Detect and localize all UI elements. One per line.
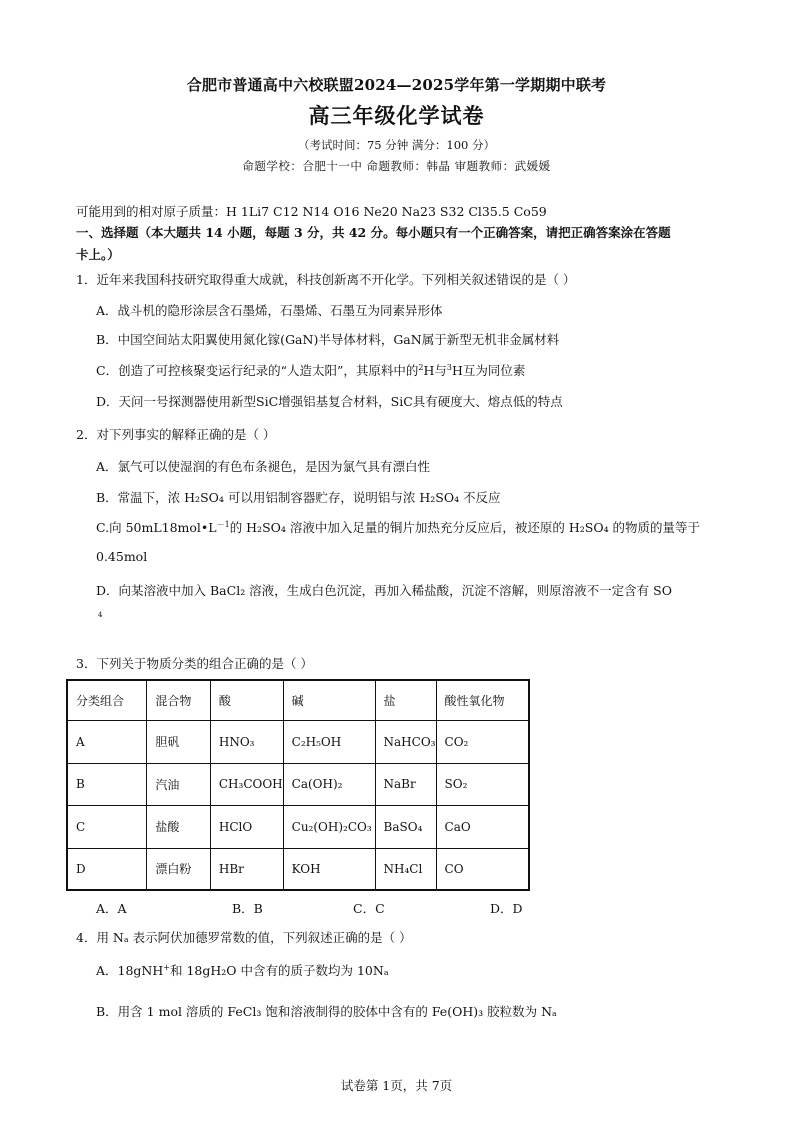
table-header-cell: 盐 [375,680,436,720]
q2-option-c-sup: －1 [216,519,230,529]
q1-option-d: D．天问一号探测器使用新型SiC增强铝基复合材料，SiC具有硬度大、熔点低的特点 [96,394,563,409]
table-cell: CaO [436,805,529,848]
exam-info: （考试时间：75 分钟 满分：100 分） [297,138,496,152]
table-cell: C₂H₅OH [283,720,375,763]
table-header-cell: 酸性氧化物 [436,680,529,720]
table-cell: 盐酸 [147,805,210,848]
table-cell: HNO₃ [210,720,283,763]
q3-option-d: D．D [490,901,523,916]
q1-option-a: A．战斗机的隐形涂层含石墨烯，石墨烯、石墨互为同素异形体 [96,303,443,318]
q2-option-b: B．常温下，浓 H₂SO₄ 可以用铝制容器贮存，说明铝与浓 H₂SO₄ 不反应 [96,490,501,505]
page-footer: 试卷第 1页，共 7页 [340,1078,453,1093]
table-row [67,848,529,890]
table-cell: 漂白粉 [147,848,210,890]
q1-isotope2-mass: 3 [446,362,452,372]
q4-option-a [96,961,389,979]
q4-stem: 4．用 Nₐ 表示阿伏加德罗常数的值，下列叙述正确的是（ ） [76,930,412,945]
table-row [67,763,529,805]
table-cell: B [67,763,147,805]
table-row [67,805,529,848]
table-cell: 胆矾 [147,720,210,763]
q1-stem: 1．近年来我国科技研究取得重大成就，科技创新离不开化学。下列相关叙述错误的是（ ） [76,272,576,287]
q2-stem: 2．对下列事实的解释正确的是（ ） [76,427,276,442]
table-cell: BaSO₄ [375,805,436,848]
table-cell: 汽油 [147,763,210,805]
section1-heading-line2: 卡上。） [76,247,120,262]
table-header-cell: 酸 [210,680,283,720]
table-cell: HBr [210,848,283,890]
table-header-cell: 混合物 [147,680,210,720]
exam-title: 合肥市普通高中六校联盟2024—2025学年第一学期期中联考 [186,76,607,94]
q4-option-a-sup: + [163,962,170,972]
table-cell: HClO [210,805,283,848]
table-cell: NH₄Cl [375,848,436,890]
table-cell: Cu₂(OH)₂CO₃ [283,805,375,848]
q1-isotope2-symbol: H [451,363,463,378]
q1-isotope1-symbol: H [423,363,435,378]
q1-option-b: B．中国空间站太阳翼使用氮化镓(GaN)半导体材料，GaN属于新型无机非金属材料 [96,332,560,347]
q2-option-a: A．氯气可以使湿润的有色布条褪色，是因为氯气具有漂白性 [96,459,431,474]
q4-option-a-post: 和 18gH₂O 中含有的质子数均为 10Nₐ [169,963,389,978]
table-cell: D [67,848,147,890]
section1-heading-line1: 一、选择题（本大题共 14 小题，每题 3 分，共 42 分。每小题只有一个正确答案，请把正确答案涂在答题 [76,225,671,240]
table-cell: SO₂ [436,763,529,805]
table-cell: Ca(OH)₂ [283,763,375,805]
q1-option-c [96,361,525,379]
q3-option-a: A．A [96,901,127,916]
q2-option-c-line2: 0.45mol [96,549,148,564]
classification-table [66,679,530,891]
q3-option-c: C．C [353,901,385,916]
q2-option-c-pre: C.向 50mL18mol•L [96,520,217,535]
table-cell: KOH [283,848,375,890]
table-cell: CH₃COOH [210,763,283,805]
q4-option-a-pre: A．18gNH [96,963,164,978]
table-header-cell: 分类组合 [67,680,147,720]
table-cell: CO₂ [436,720,529,763]
q1-option-c-mid: 与 [434,363,447,378]
table-cell: A [67,720,147,763]
table-cell: NaHCO₃ [375,720,436,763]
table-header-cell: 碱 [283,680,375,720]
table-row [67,720,529,763]
q2-option-d-line2: 4 [98,611,103,619]
exam-subtitle: 高三年级化学试卷 [308,103,485,128]
q1-option-c-post: 互为同位素 [462,363,526,378]
q2-option-d-line1: D．向某溶液中加入 BaCl₂ 溶液，生成白色沉淀，再加入稀盐酸，沉淀不溶解，则原溶液不一定含有 SO [96,583,672,598]
exam-authors: 命题学校：合肥十一中 命题教师：韩晶 审题教师：武媛媛 [242,159,551,173]
table-cell: NaBr [375,763,436,805]
q2-option-c-post: 的 H₂SO₄ 溶液中加入足量的铜片加热充分反应后，被还原的 H₂SO₄ 的物质的量等于 [229,520,701,535]
atomic-masses: 可能用到的相对原子质量：H 1Li7 C12 N14 O16 Ne20 Na23 S32 Cl35.5 Co59 [76,204,547,219]
table-header-row [67,680,529,720]
q1-isotope1-mass: 2 [418,362,424,372]
table-cell: CO [436,848,529,890]
q3-option-b: B．B [232,901,263,916]
q4-option-b: B．用含 1 mol 溶质的 FeCl₃ 饱和溶液制得的胶体中含有的 Fe(OH)₃ 胶粒数为 Nₐ [96,1004,557,1019]
q2-option-c-line1 [96,518,700,536]
table-cell: C [67,805,147,848]
q3-stem: 3．下列关于物质分类的组合正确的是（ ） [76,656,313,671]
q1-option-c-pre: C．创造了可控核聚变运行纪录的“人造太阳”，其原料中的 [96,363,419,378]
